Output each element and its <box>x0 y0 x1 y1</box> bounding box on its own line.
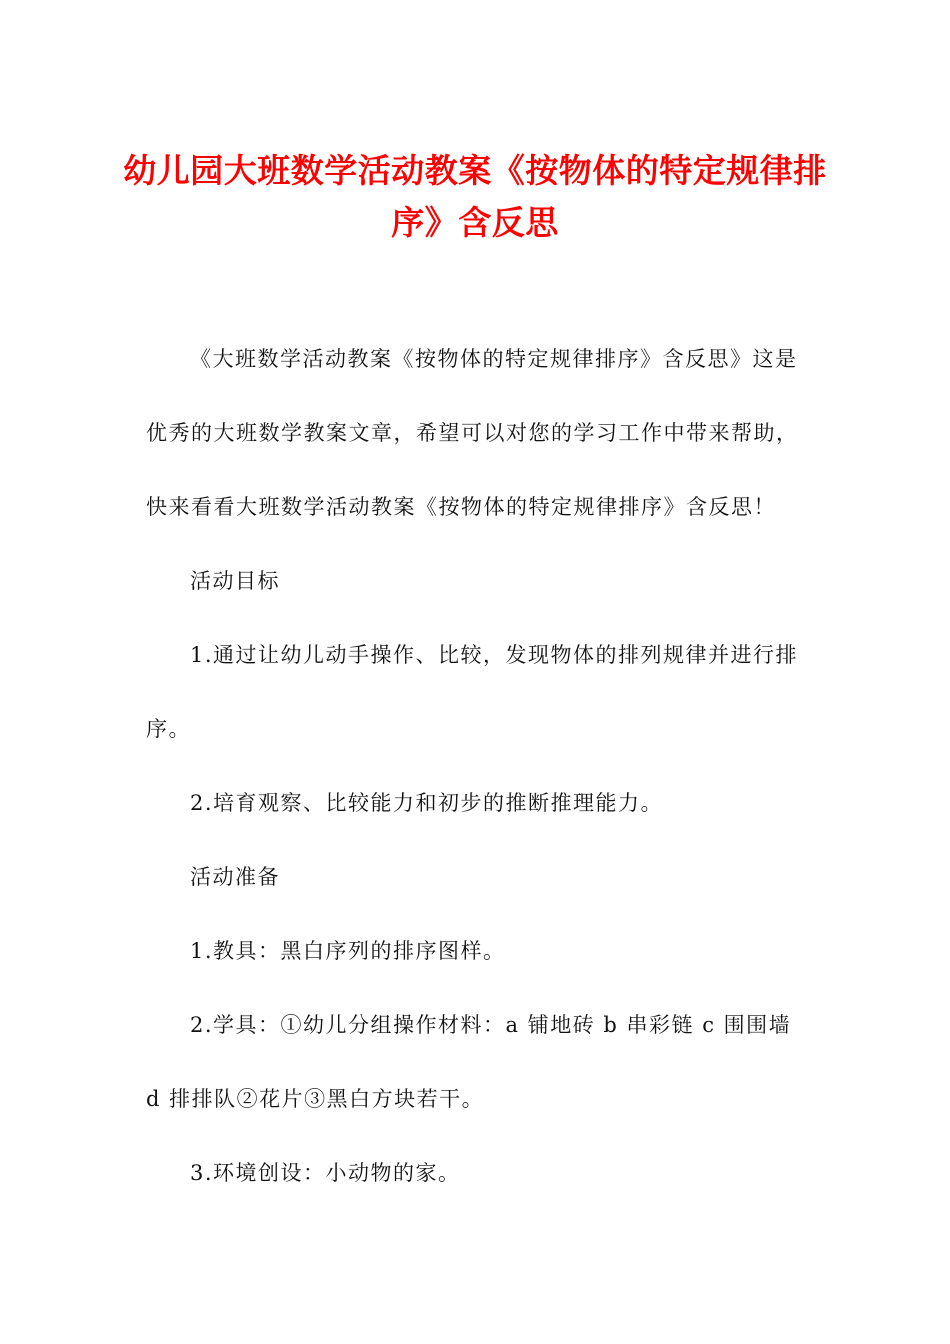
goal-item-2: 2.培育观察、比较能力和初步的推断推理能力。 <box>190 791 664 815</box>
section-heading-preparation: 活动准备 <box>190 865 280 889</box>
section-heading-goals: 活动目标 <box>190 569 280 593</box>
preparation-item-1: 1.教具：黑白序列的排序图样。 <box>190 939 506 963</box>
document-title: 幼儿园大班数学活动教案《按物体的特定规律排序》含反思 <box>123 151 827 242</box>
intro-paragraph: 《大班数学活动教案《按物体的特定规律排序》含反思》这是优秀的大班数学教案文章，希望可以对您的学习工作中带来帮助，快来看看大班数学活动教案《按物体的特定规律排序》含反思！ <box>146 347 799 519</box>
document-body <box>146 322 802 1210</box>
preparation-item-3: 3.环境创设：小动物的家。 <box>190 1161 461 1185</box>
goal-item-1: 1.通过让幼儿动手操作、比较，发现物体的排列规律并进行排序。 <box>146 643 799 741</box>
preparation-item-2: 2.学具：①幼儿分组操作材料：a 铺地砖 b 串彩链 c 围围墙 d 排排队②花片③黑白方块若干。 <box>146 1013 792 1111</box>
